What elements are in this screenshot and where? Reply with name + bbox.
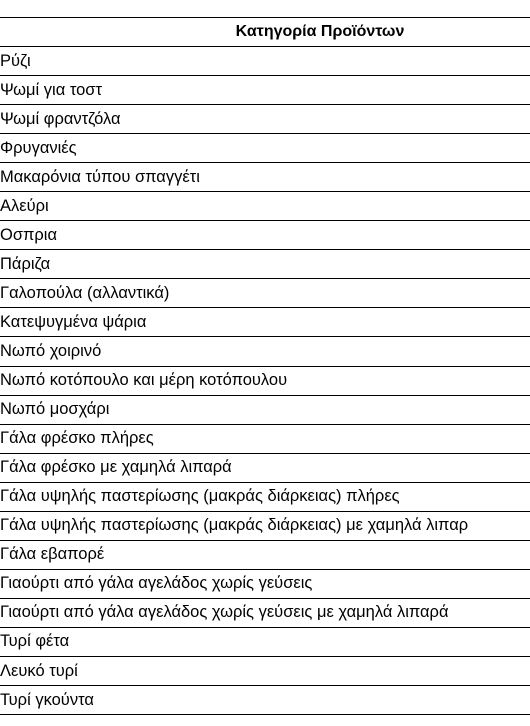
table-cell-text: Ψωμί για τοστ: [0, 80, 102, 99]
table-cell-text: Νωπό χοιρινό: [0, 341, 102, 360]
table-cell-text: Οσπρια: [0, 225, 57, 244]
table-row: [0, 570, 530, 599]
table-cell-text: Γάλα υψηλής παστερίωσης (μακράς διάρκειας) πλήρες: [0, 487, 400, 506]
table-cell-text: Κατεψυγμένα ψάρια: [0, 312, 147, 331]
table-cell-text: Νωπό μοσχάρι: [0, 400, 110, 419]
table-row: [0, 250, 530, 279]
table-row: [0, 47, 530, 76]
table-cell-text: Γάλα εβαπορέ: [0, 545, 105, 564]
table-row: [0, 105, 530, 134]
table-cell-text: Τυρί φέτα: [0, 632, 70, 651]
table-cell-text: Γάλα υψηλής παστερίωσης (μακράς διάρκειας) με χαμηλά λιπαρ: [0, 516, 469, 535]
table-cell-text: Τυρί γκούντα: [0, 690, 94, 709]
table-row: [0, 192, 530, 221]
table-row: [0, 279, 530, 308]
table-row: [0, 396, 530, 425]
table-row: [0, 221, 530, 250]
table-cell-text: Πάριζα: [0, 254, 51, 273]
table-row: [0, 483, 530, 512]
table-row: [0, 512, 530, 541]
table-cell-text: Φρυγανιές: [0, 138, 77, 157]
table-header: Κατηγορία Προϊόντων: [0, 18, 530, 47]
table-row: [0, 337, 530, 366]
table-row: [0, 134, 530, 163]
table-cell-text: Ρύζι: [0, 51, 31, 70]
table-row: [0, 657, 530, 686]
table-row: [0, 454, 530, 483]
table-row: [0, 599, 530, 628]
table-row: [0, 425, 530, 454]
table-cell-text: Αλεύρι: [0, 196, 49, 215]
table-row: [0, 163, 530, 192]
table-row: [0, 628, 530, 657]
table-cell-text: Νωπό κοτόπουλο και μέρη κοτόπουλου: [0, 371, 288, 390]
table-cell-text: Γαλοπούλα (αλλαντικά): [0, 283, 170, 302]
table-row: [0, 76, 530, 105]
table-cell-text: Λευκό τυρί: [0, 661, 78, 680]
table-cell-text: Γάλα φρέσκο πλήρες: [0, 429, 154, 448]
table-row: [0, 541, 530, 570]
table-cell-text: Μακαρόνια τύπου σπαγγέτι: [0, 167, 200, 186]
table-row: [0, 367, 530, 396]
table-cell-text: Γάλα φρέσκο με χαμηλά λιπαρά: [0, 458, 232, 477]
table-row: [0, 308, 530, 337]
table-cell-text: Ψωμί φραντζόλα: [0, 109, 121, 128]
product-category-table: [0, 17, 530, 715]
table-cell-text: Γιαούρτι από γάλα αγελάδος χωρίς γεύσεις με χαμηλά λιπαρά: [0, 603, 449, 622]
table-cell-text: Γιαούρτι από γάλα αγελάδος χωρίς γεύσεις: [0, 574, 313, 593]
table-row: [0, 686, 530, 715]
table-body: [0, 47, 530, 715]
